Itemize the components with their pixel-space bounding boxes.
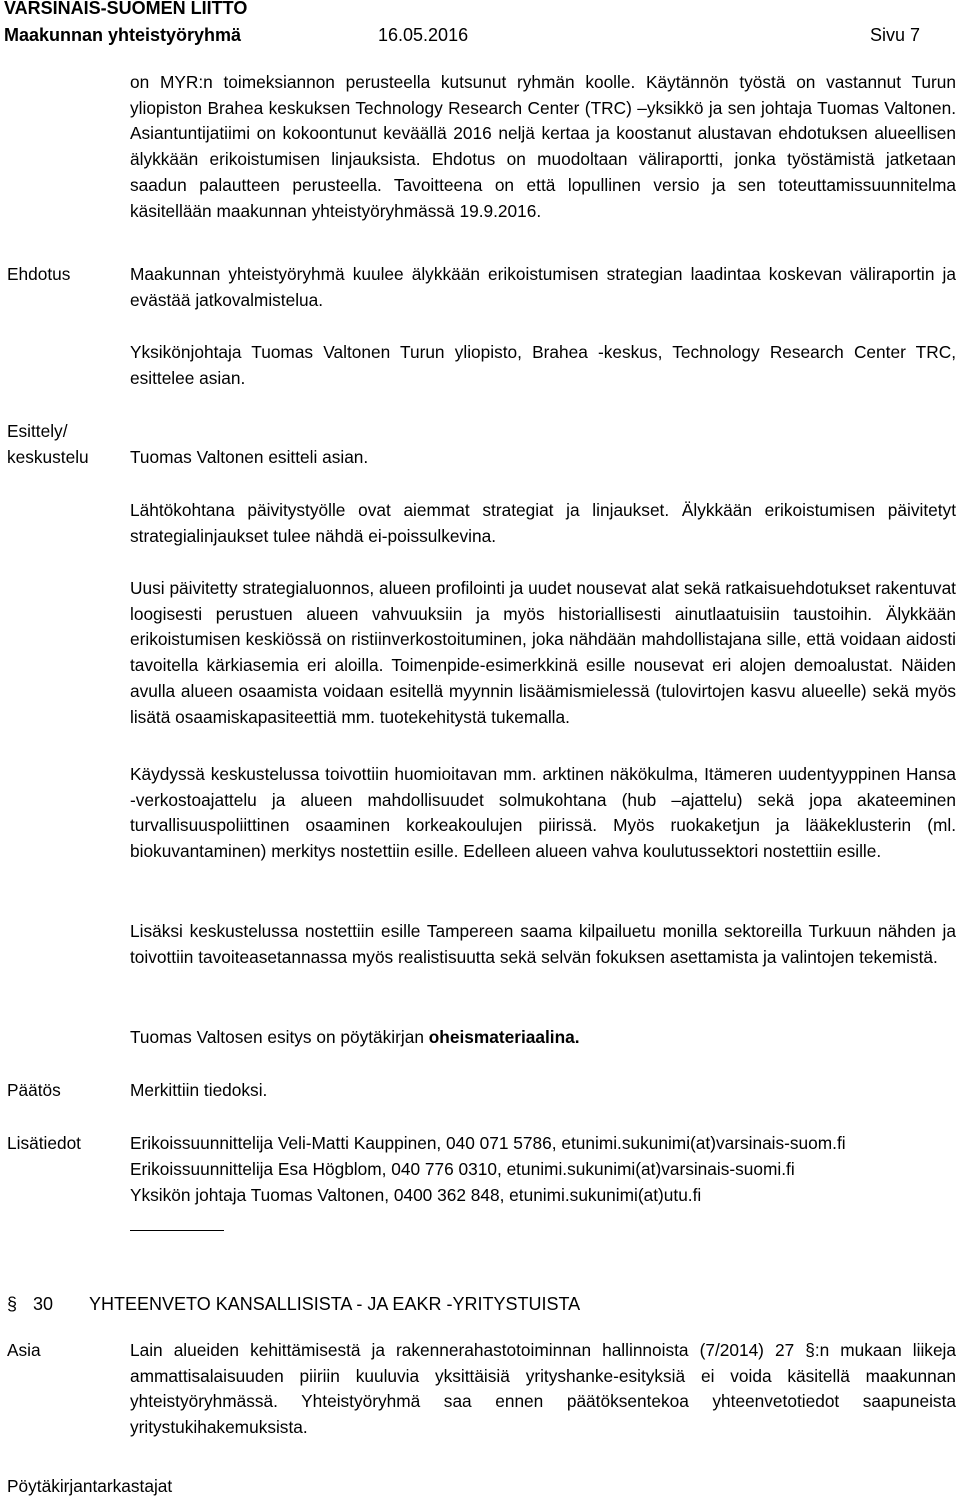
label-esittely: Esittely/ xyxy=(7,421,68,441)
attachment-note-bold: oheismateriaalina. xyxy=(428,1027,580,1047)
section-title: YHTEENVETO KANSALLISISTA - JA EAKR -YRITYSTUISTA xyxy=(89,1294,581,1314)
esittely-paragraph-3: Uusi päivitetty strategialuonnos, alueen profilointi ja uudet nousevat alat sekä ratkaisuehdotukset rakentuvat loogisesti perustuen alueen vahvuuksiin ja myös historiallisesti ainutlaatuisiin taustoihin. Älykkään erikoistumisen keskiössä on ristiinverkostoituminen, joka nähdään mahdollistajana sille, että voidaan aidosti tavoitella kärkiasemia eri aloilla. Toimenpide-esimerkkinä esille nousevat eri alojen demoalustat. Näiden avulla alueen osaamista voidaan esitellä myynnin lisäämismielessä (tulovirtojen kasvu alueelle) sekä myös lisätä osaamiskapasiteettiä mm. tuotekehitystä tukemalla. xyxy=(130,578,956,727)
label-keskustelu: keskustelu xyxy=(7,447,89,467)
contact-line-2: Erikoissuunnittelija Esa Högblom, 040 776 0310, etunimi.sukunimi(at)varsinais-suomi.fi xyxy=(130,1159,795,1179)
asia-paragraph: Lain alueiden kehittämisestä ja rakennerahastotoiminnan hallinnoista (7/2014) 27 §:n mukaan liikeja ammattisalaisuuden piiriin kuuluvia yksittäisiä yrityshanke-esityksiä ei voida käsitellä maakunnan yhteistyöryhmässä. Yhteistyöryhmä saa ennen päätöksentekoa yhteenvetotiedot saapuneista yritystukihakemuksista. xyxy=(130,1340,956,1438)
label-asia: Asia xyxy=(7,1340,41,1360)
label-lisatiedot: Lisätiedot xyxy=(7,1133,81,1153)
contact-line-3: Yksikön johtaja Tuomas Valtonen, 0400 362 848, etunimi.sukunimi(at)utu.fi xyxy=(130,1185,702,1205)
section-sign: § xyxy=(7,1294,18,1314)
esittely-paragraph-6 xyxy=(130,1025,956,1051)
document-date: 16.05.2016 xyxy=(378,25,469,45)
separator-line xyxy=(130,1230,224,1231)
footer-label: Pöytäkirjantarkastajat xyxy=(7,1476,173,1496)
organization-name: VARSINAIS-SUOMEN LIITTO xyxy=(4,0,248,18)
page-number: Sivu 7 xyxy=(870,25,921,45)
ehdotus-paragraph: Maakunnan yhteistyöryhmä kuulee älykkään erikoistumisen strategian laadintaa koskevan väliraportin ja evästää jatkovalmistelua. xyxy=(130,264,956,310)
label-paatos: Päätös xyxy=(7,1080,61,1100)
esittely-paragraph-4: Käydyssä keskustelussa toivottiin huomioitavan mm. arktinen näkökulma, Itämeren uudentyyppinen Hansa -verkostoajattelu ja alueen mahdollisuudet solmukohtana (hub –ajattelu) sekä jopa akateeminen turvallisuuspoliittinen osaaminen korkeakoulujen piirissä. Myös ruokaketjun ja lääkeklusterin (ml. biokuvantaminen) merkitys nostettiin esille. Edelleen alueen vahva koulutussektori nostettiin esille. xyxy=(130,764,956,862)
contact-line-1: Erikoissuunnittelija Veli-Matti Kauppinen, 040 071 5786, etunimi.sukunimi(at)varsinais-suom.fi xyxy=(130,1133,846,1153)
label-ehdotus: Ehdotus xyxy=(7,264,71,284)
intro-paragraph: on MYR:n toimeksiannon perusteella kutsunut ryhmän koolle. Käytännön työstä on vastannut Turun yliopiston Brahea keskuksen Technology Research Center (TRC) –yksikkö ja sen johtaja Tuomas Valtonen. Asiantuntijatiimi on kokoontunut keväällä 2016 neljä kertaa ja koostanut alustavan ehdotuksen alueellisen älykkään erikoistumisen linjauksista. Ehdotus on muodoltaan väliraportti, jonka työstämistä jatketaan saadun palautteen perusteella. Tavoitteena on että lopullinen versio ja sen toteuttamissuunnitelma käsitellään maakunnan yhteistyöryhmässä 19.9.2016. xyxy=(130,72,956,221)
esittely-paragraph-1: Tuomas Valtonen esitteli asian. xyxy=(130,447,369,467)
esittely-paragraph-5: Lisäksi keskustelussa nostettiin esille Tampereen saama kilpailuetu monilla sektoreilla Turkuun nähden ja toivottiin tavoiteasetannassa myös realistisuutta sekä selvän fokuksen asettamista ja valintojen tekemistä. xyxy=(130,921,956,967)
group-name: Maakunnan yhteistyöryhmä xyxy=(4,25,242,45)
attachment-note: Tuomas Valtosen esitys on pöytäkirjan xyxy=(130,1027,429,1047)
presenter-paragraph: Yksikönjohtaja Tuomas Valtonen Turun yliopisto, Brahea -keskus, Technology Research Center TRC, esittelee asian. xyxy=(130,342,956,388)
paatos-text: Merkittiin tiedoksi. xyxy=(130,1080,268,1100)
esittely-paragraph-2: Lähtökohtana päivitystyölle ovat aiemmat strategiat ja linjaukset. Älykkään erikoistumisen päivitetyt strategialinjaukset tulee nähdä ei-poissulkevina. xyxy=(130,500,956,546)
section-number: 30 xyxy=(33,1294,54,1314)
